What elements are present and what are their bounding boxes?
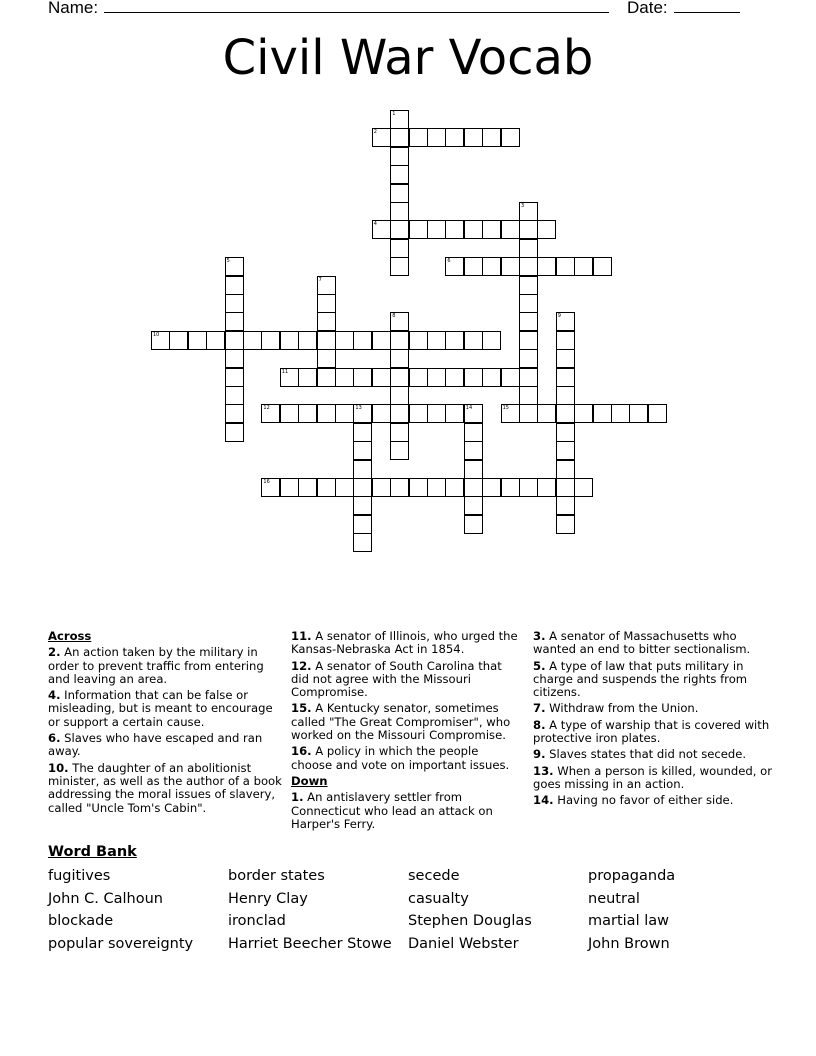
clue-number: 11: [281, 368, 289, 375]
crossword-cell[interactable]: [317, 478, 336, 497]
clue-text: Slaves who have escaped and ran away.: [48, 731, 263, 759]
clue-text: Withdraw from the Union.: [545, 701, 699, 716]
crossword-cell[interactable]: [556, 368, 575, 387]
crossword-cell[interactable]: [445, 331, 464, 350]
crossword-cell[interactable]: [169, 331, 188, 350]
clue-text: An action taken by the military in order to prevent traffic from entering and leaving an area.: [48, 645, 264, 686]
crossword-cell[interactable]: [593, 404, 612, 423]
crossword-cell[interactable]: [298, 368, 317, 387]
crossword-cell[interactable]: [464, 460, 483, 479]
crossword-cell[interactable]: [593, 257, 612, 276]
crossword-cell[interactable]: [317, 331, 336, 350]
crossword-cell[interactable]: [427, 404, 446, 423]
crossword-cell[interactable]: [353, 441, 372, 460]
crossword-cell[interactable]: [298, 478, 317, 497]
word-bank-item: secede: [408, 868, 460, 884]
crossword-cell[interactable]: [353, 515, 372, 534]
clues-column-3: [533, 630, 773, 811]
clue-item: [533, 660, 773, 700]
crossword-cell[interactable]: [556, 386, 575, 405]
crossword-cell[interactable]: [445, 257, 464, 276]
crossword-cell[interactable]: [519, 220, 538, 239]
crossword-cell[interactable]: [390, 184, 409, 203]
word-bank-title: Word Bank: [48, 844, 137, 860]
clue-text: A senator of South Carolina that did not agree with the Missouri Compromise.: [291, 658, 502, 700]
date-label: Date:: [627, 0, 668, 17]
clue-number-label: 16.: [291, 744, 312, 759]
crossword-cell[interactable]: [280, 368, 299, 387]
crossword-cell[interactable]: [556, 496, 575, 515]
clue-number: 13: [355, 405, 362, 412]
clue-number-label: 8.: [533, 717, 546, 732]
clue-text: A type of warship that is covered with protective iron plates.: [533, 717, 770, 746]
crossword-cell[interactable]: [482, 220, 501, 239]
crossword-cell[interactable]: [353, 423, 372, 442]
crossword-cell[interactable]: [445, 404, 464, 423]
clue-text: A Kentucky senator, sometimes called "The Great Compromiser", who worked on the Missouri Compromise.: [291, 701, 511, 743]
date-line[interactable]: [627, 0, 740, 18]
word-bank-item: popular sovereignty: [48, 936, 194, 953]
crossword-cell[interactable]: [464, 220, 483, 239]
crossword-cell[interactable]: [464, 331, 483, 350]
clue-number-label: 5.: [533, 658, 546, 673]
clue-text: Having no favor of either side.: [553, 793, 734, 808]
crossword-cell[interactable]: [261, 478, 280, 497]
crossword-cell[interactable]: [519, 331, 538, 350]
crossword-cell[interactable]: [427, 220, 446, 239]
clue-item: [48, 689, 282, 729]
clue-text: An antislavery settler from Connecticut who lead an attack on Harper's Ferry.: [291, 790, 493, 831]
crossword-cell[interactable]: [372, 404, 391, 423]
crossword-cell[interactable]: [537, 404, 556, 423]
crossword-cell[interactable]: [464, 257, 483, 276]
crossword-cell[interactable]: [261, 331, 280, 350]
word-bank-item: John C. Calhoun: [48, 890, 163, 907]
crossword-cell[interactable]: [390, 128, 409, 147]
crossword-cell[interactable]: [390, 147, 409, 166]
clue-item: [48, 646, 282, 686]
crossword-cell[interactable]: [427, 478, 446, 497]
crossword-cell[interactable]: [409, 331, 428, 350]
crossword-cell[interactable]: [390, 404, 409, 423]
crossword-cell[interactable]: [556, 312, 575, 331]
clue-item: [533, 702, 773, 715]
crossword-cell[interactable]: [409, 478, 428, 497]
across-heading: Across: [48, 629, 92, 643]
crossword-cell[interactable]: [225, 404, 244, 423]
crossword-cell[interactable]: [261, 404, 280, 423]
crossword-cell[interactable]: [372, 220, 391, 239]
crossword-cell[interactable]: [501, 368, 520, 387]
crossword-cell[interactable]: [464, 368, 483, 387]
crossword-cell[interactable]: [445, 478, 464, 497]
crossword-cell[interactable]: [501, 257, 520, 276]
crossword-cell[interactable]: [188, 331, 207, 350]
crossword-cell[interactable]: [445, 220, 464, 239]
word-bank-item: blockade: [48, 913, 114, 930]
crossword-cell[interactable]: [482, 257, 501, 276]
clue-number-label: 3.: [533, 629, 546, 643]
crossword-cell[interactable]: [574, 257, 593, 276]
crossword-cell[interactable]: [556, 441, 575, 460]
clue-item: [48, 732, 282, 759]
clue-item: [533, 748, 773, 761]
crossword-cell[interactable]: [409, 404, 428, 423]
crossword-cell[interactable]: [464, 128, 483, 147]
crossword-cell[interactable]: [501, 128, 520, 147]
crossword-cell[interactable]: [151, 331, 170, 350]
crossword-cell[interactable]: [501, 220, 520, 239]
crossword-cell[interactable]: [298, 404, 317, 423]
clue-item: [533, 630, 773, 657]
crossword-cell[interactable]: [390, 368, 409, 387]
clue-number: 10: [153, 331, 160, 338]
crossword-cell[interactable]: [519, 312, 538, 331]
crossword-cell[interactable]: [482, 368, 501, 387]
crossword-cell[interactable]: [390, 220, 409, 239]
clue-text: A type of law that puts military in charge and suspends the rights from citizens.: [533, 658, 748, 700]
page-title: Civil War Vocab: [222, 30, 594, 86]
crossword-cell[interactable]: [390, 257, 409, 276]
crossword-cell[interactable]: [648, 404, 667, 423]
crossword-cell[interactable]: [574, 404, 593, 423]
crossword-cell[interactable]: [519, 386, 538, 405]
crossword-cell[interactable]: [390, 239, 409, 258]
clue-item: [533, 765, 773, 792]
clue-number-label: 10.: [48, 760, 69, 775]
crossword-cell[interactable]: [464, 404, 483, 423]
crossword-cell[interactable]: [445, 128, 464, 147]
clue-text: When a person is killed, wounded, or goes missing in an action.: [533, 763, 772, 791]
crossword-cell[interactable]: [298, 331, 317, 350]
crossword-cell[interactable]: [464, 496, 483, 515]
crossword-cell[interactable]: [225, 368, 244, 387]
crossword-cell[interactable]: [390, 478, 409, 497]
crossword-cell[interactable]: [225, 276, 244, 295]
crossword-cell[interactable]: [427, 331, 446, 350]
word-bank-item: Harriet Beecher Stowe: [228, 936, 392, 953]
crossword-cell[interactable]: [225, 386, 244, 405]
crossword-cell[interactable]: [353, 478, 372, 497]
crossword-cell[interactable]: [335, 404, 354, 423]
crossword-cell[interactable]: [556, 331, 575, 350]
crossword-cell[interactable]: [372, 331, 391, 350]
crossword-cell[interactable]: [519, 202, 538, 221]
clue-text: Information that can be false or misleading, but is meant to encourage or support a certain cause.: [48, 688, 273, 729]
crossword-cell[interactable]: [445, 368, 464, 387]
crossword-cell[interactable]: [390, 331, 409, 350]
crossword-cell[interactable]: [390, 312, 409, 331]
crossword-cell[interactable]: [225, 294, 244, 313]
crossword-cell[interactable]: [556, 257, 575, 276]
crossword-cell[interactable]: [409, 220, 428, 239]
crossword-cell[interactable]: [556, 404, 575, 423]
clue-number-label: 6.: [48, 731, 61, 746]
crossword-cell[interactable]: [225, 312, 244, 331]
crossword-cell[interactable]: [390, 202, 409, 221]
name-line[interactable]: [48, 0, 609, 18]
crossword-cell[interactable]: [335, 368, 354, 387]
crossword-cell[interactable]: [427, 128, 446, 147]
crossword-cell[interactable]: [317, 368, 336, 387]
across-clues-continued: [291, 630, 523, 772]
crossword-cell[interactable]: [537, 478, 556, 497]
clue-item: [291, 702, 523, 742]
crossword-cell[interactable]: [574, 478, 593, 497]
word-bank-item: fugitives: [48, 868, 111, 884]
crossword-cell[interactable]: [225, 349, 244, 368]
crossword-cell[interactable]: [464, 515, 483, 534]
crossword-cell[interactable]: [390, 110, 409, 129]
crossword-cell[interactable]: [556, 515, 575, 534]
clue-number: 16: [263, 479, 270, 485]
clue-number: 1: [392, 111, 396, 117]
clue-number: 3: [521, 203, 525, 209]
clue-number: 12: [263, 405, 270, 412]
word-bank-item: Henry Clay: [228, 890, 308, 907]
crossword-cell[interactable]: [556, 478, 575, 497]
crossword-cell[interactable]: [519, 239, 538, 258]
crossword-cell[interactable]: [372, 478, 391, 497]
crossword-cell[interactable]: [353, 331, 372, 350]
crossword-cell[interactable]: [225, 423, 244, 442]
clue-text: The daughter of an abolitionist minister, as well as the author of a book addressing the moral issues of slavery, called "Uncle Tom's Cabin".: [48, 760, 282, 815]
crossword-cell[interactable]: [353, 460, 372, 479]
down-clues: [291, 791, 523, 831]
clue-number-label: 9.: [533, 747, 546, 762]
crossword-cell[interactable]: [317, 349, 336, 368]
crossword-cell[interactable]: [556, 460, 575, 479]
crossword-cell[interactable]: [501, 404, 520, 423]
clue-number-label: 1.: [291, 790, 304, 805]
name-label: Name:: [48, 0, 99, 17]
word-bank-item: propaganda: [588, 868, 676, 884]
crossword-cell[interactable]: [482, 478, 501, 497]
down-heading: Down: [291, 773, 328, 788]
clue-item: [291, 630, 523, 657]
clue-number-label: 15.: [291, 701, 312, 716]
clue-number-label: 2.: [48, 645, 61, 660]
crossword-cell[interactable]: [372, 368, 391, 387]
crossword-cell[interactable]: [335, 478, 354, 497]
clue-item: [533, 794, 773, 807]
crossword-cell[interactable]: [427, 368, 446, 387]
clue-item: [48, 762, 282, 815]
crossword-cell[interactable]: [335, 331, 354, 350]
crossword-cell[interactable]: [501, 478, 520, 497]
clue-number: 2: [373, 129, 377, 136]
word-bank-item: border states: [228, 868, 325, 884]
crossword-cell[interactable]: [482, 331, 501, 350]
word-bank-item: John Brown: [588, 936, 670, 953]
clue-number-label: 4.: [48, 688, 61, 703]
clue-item: [291, 660, 523, 700]
clues-column-2: [291, 630, 523, 834]
crossword-cell[interactable]: [372, 128, 391, 147]
clue-number: 4: [373, 221, 377, 228]
crossword-cell[interactable]: [519, 276, 538, 295]
clue-number-label: 14.: [533, 793, 554, 808]
crossword-cell[interactable]: [390, 423, 409, 442]
word-bank-item: Daniel Webster: [408, 936, 519, 953]
clue-number: 8: [392, 313, 396, 320]
crossword-cell[interactable]: [353, 404, 372, 423]
clue-number: 6: [447, 258, 451, 265]
clues-column-1: [48, 630, 282, 818]
clue-text: A policy in which the people choose and vote on important issues.: [291, 744, 510, 772]
clue-item: [291, 745, 523, 772]
crossword-cell[interactable]: [225, 331, 244, 350]
clue-number: 7: [318, 276, 322, 283]
clue-number: 14: [465, 405, 473, 412]
crossword-cell[interactable]: [556, 423, 575, 442]
clue-number-label: 13.: [533, 763, 554, 778]
word-bank-item: casualty: [408, 890, 469, 907]
crossword-cell[interactable]: [243, 331, 262, 350]
crossword-cell[interactable]: [317, 404, 336, 423]
clue-item: [533, 719, 773, 746]
crossword-cell[interactable]: [482, 128, 501, 147]
clue-number-label: 11.: [291, 629, 312, 643]
crossword-cell[interactable]: [629, 404, 648, 423]
clue-text: Slaves states that did not secede.: [545, 747, 747, 762]
clue-text: A senator of Illinois, who urged the Kansas-Nebraska Act in 1854.: [291, 629, 518, 657]
crossword-cell[interactable]: [519, 478, 538, 497]
crossword-cell[interactable]: [353, 368, 372, 387]
crossword-cell[interactable]: [519, 257, 538, 276]
crossword-cell[interactable]: [206, 331, 225, 350]
crossword-cell[interactable]: [390, 441, 409, 460]
word-bank-item: neutral: [588, 890, 640, 907]
clue-number-label: 7.: [533, 701, 546, 716]
crossword-cell[interactable]: [464, 423, 483, 442]
crossword-cell[interactable]: [280, 404, 299, 423]
crossword-cell[interactable]: [225, 257, 244, 276]
word-bank-item: ironclad: [228, 913, 286, 930]
crossword-cell[interactable]: [353, 533, 372, 552]
crossword-cell[interactable]: [519, 294, 538, 313]
crossword-cell[interactable]: [464, 478, 483, 497]
crossword-cell[interactable]: [317, 312, 336, 331]
clue-number-label: 12.: [291, 658, 312, 673]
down-clues-continued: [533, 630, 773, 808]
crossword-cell[interactable]: [353, 496, 372, 515]
clue-item: [291, 791, 523, 831]
crossword-cell[interactable]: [611, 404, 630, 423]
clue-number: 15: [502, 405, 509, 412]
word-bank-item: martial law: [588, 913, 669, 930]
crossword-cell[interactable]: [317, 294, 336, 313]
crossword-cell[interactable]: [390, 165, 409, 184]
crossword-cell[interactable]: [519, 368, 538, 387]
clue-text: A senator of Massachusetts who wanted an end to bitter sectionalism.: [533, 629, 751, 657]
crossword-cell[interactable]: [390, 386, 409, 405]
clue-number: 9: [557, 313, 561, 320]
crossword-cell[interactable]: [537, 257, 556, 276]
crossword-cell[interactable]: [464, 441, 483, 460]
crossword-cell[interactable]: [537, 220, 556, 239]
clue-number: 5: [226, 258, 230, 265]
crossword-cell[interactable]: [390, 349, 409, 368]
crossword-cell[interactable]: [280, 478, 299, 497]
crossword-cell[interactable]: [409, 368, 428, 387]
crossword-cell[interactable]: [317, 276, 336, 295]
crossword-cell[interactable]: [280, 331, 299, 350]
across-clues: [48, 646, 282, 815]
crossword-cell[interactable]: [409, 128, 428, 147]
crossword-cell[interactable]: [519, 404, 538, 423]
word-bank-item: Stephen Douglas: [408, 913, 532, 930]
crossword-cell[interactable]: [519, 349, 538, 368]
crossword-cell[interactable]: [556, 349, 575, 368]
